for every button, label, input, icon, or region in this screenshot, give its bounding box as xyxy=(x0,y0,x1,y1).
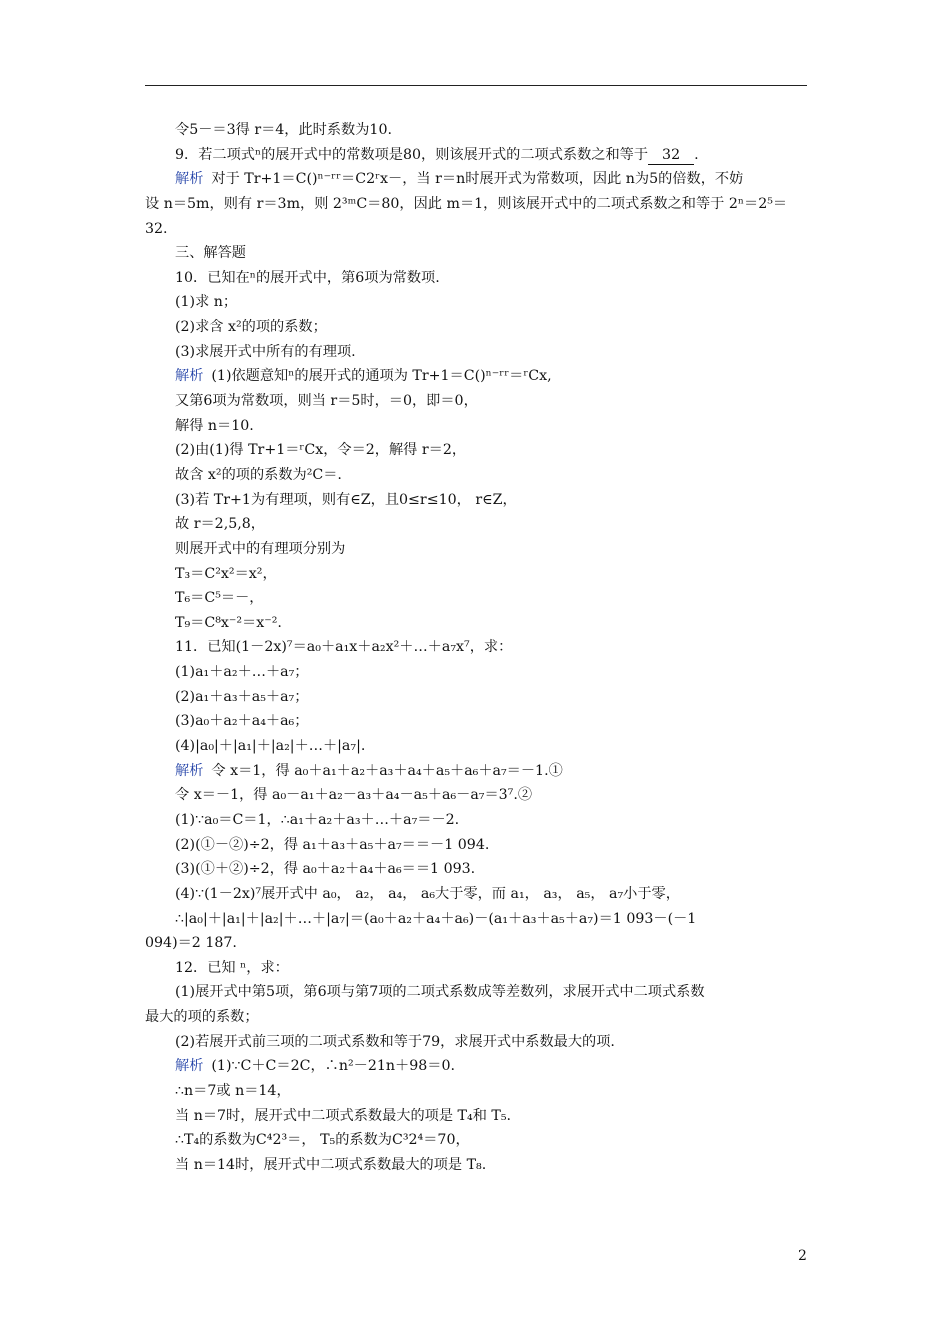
text-line xyxy=(145,907,807,932)
text-line xyxy=(145,931,807,956)
page-number: 2 xyxy=(798,1248,807,1264)
line-text: 10．已知在ⁿ的展开式中，第6项为常数项. xyxy=(175,269,440,286)
text-line xyxy=(145,956,807,981)
line-text: 令 x＝－1，得 a₀－a₁＋a₂－a₃＋a₄－a₅＋a₆－a₇＝3⁷.② xyxy=(175,787,533,804)
text-line xyxy=(145,1079,807,1104)
text-line xyxy=(145,882,807,907)
line-text: (2)若展开式前三项的二项式系数和等于79，求展开式中系数最大的项. xyxy=(175,1033,615,1050)
text-line xyxy=(145,1054,807,1079)
line-text: (3)a₀＋a₂＋a₄＋a₆； xyxy=(175,713,309,730)
line-text: (3)(①＋②)÷2，得 a₀＋a₂＋a₄＋a₆＝＝1 093. xyxy=(175,861,476,878)
line-text: (4)|a₀|＋|a₁|＋|a₂|＋…＋|a₇|. xyxy=(175,738,366,755)
text-line xyxy=(145,660,807,685)
line-text: 设 n＝5m，则有 r＝3m，则 2³ᵐC＝80，因此 m＝1，则该展开式中的二项式系数之和等于 2ⁿ＝2⁵＝ xyxy=(145,195,788,212)
line-text: 解得 n＝10. xyxy=(175,417,254,434)
text-line xyxy=(145,512,807,537)
line-text: (2)a₁＋a₃＋a₅＋a₇； xyxy=(175,688,309,705)
line-text: ∴|a₀|＋|a₁|＋|a₂|＋…＋|a₇|＝(a₀＋a₂＋a₄＋a₆)－(a₁＋a₃＋a₅＋a₇)＝1 093－(－1 xyxy=(175,910,697,927)
line-text: 094)＝2 187. xyxy=(145,935,237,952)
text-line xyxy=(145,340,807,365)
text-line xyxy=(145,290,807,315)
text-line xyxy=(145,315,807,340)
line-text: (2)由(1)得 Tr+1＝ʳCx，令＝2，解得 r＝2， xyxy=(175,442,467,459)
line-text: (2)(①－②)÷2，得 a₁＋a₃＋a₅＋a₇＝＝－1 094. xyxy=(175,836,490,853)
line-text: (1)展开式中第5项，第6项与第7项的二项式系数成等差数列，求展开式中二项式系数 xyxy=(175,984,705,1001)
solution-label: 解析 xyxy=(175,171,204,188)
text-line xyxy=(145,241,807,266)
text-line xyxy=(145,857,807,882)
line-text: T₆＝C⁵＝－， xyxy=(175,590,264,607)
line-text: 11．已知(1－2x)⁷＝a₀＋a₁x＋a₂x²＋…＋a₇x⁷，求： xyxy=(175,639,513,656)
text-line xyxy=(145,389,807,414)
text-line xyxy=(145,167,807,192)
solution-label: 解析 xyxy=(175,762,204,779)
line-text: 三、解答题 xyxy=(175,245,246,262)
text-line xyxy=(145,586,807,611)
text-line xyxy=(145,488,807,513)
line-text: ∴n＝7或 n＝14， xyxy=(175,1082,291,1099)
line-text: T₃＝C²x²＝x²， xyxy=(175,565,277,582)
line-text: 9．若二项式ⁿ的展开式中的常数项是80，则该展开式的二项式系数之和等于 xyxy=(175,146,649,163)
solution-label: 解析 xyxy=(175,1058,204,1075)
text-line xyxy=(145,562,807,587)
text-line xyxy=(145,1153,807,1178)
line-text: 令5－＝3得 r＝4，此时系数为10. xyxy=(175,122,392,138)
text-line xyxy=(145,438,807,463)
text-line xyxy=(145,1005,807,1030)
text-line xyxy=(145,783,807,808)
line-text: 对于 Tr+1＝C()ⁿ⁻ʳʳ＝C2ʳx－，当 r＝n时展开式为常数项，因此 n为5的倍数，不妨 xyxy=(211,171,744,188)
text-line xyxy=(145,709,807,734)
line-text: 故 r＝2,5,8， xyxy=(175,516,265,533)
text-line xyxy=(145,364,807,389)
text-line xyxy=(145,611,807,636)
text-line xyxy=(145,537,807,562)
text-line xyxy=(145,685,807,710)
line-text: 令 x＝1，得 a₀＋a₁＋a₂＋a₃＋a₄＋a₅＋a₆＋a₇＝－1.① xyxy=(211,762,563,779)
text-line xyxy=(145,1030,807,1055)
line-text: 当 n＝14时，展开式中二项式系数最大的项是 T₈. xyxy=(175,1156,487,1173)
text-line xyxy=(145,143,807,168)
text-line xyxy=(145,118,807,143)
line-text: (1)∵C＋C＝2C，∴n²－21n＋98＝0. xyxy=(211,1058,456,1075)
header-rule xyxy=(145,85,807,86)
text-line xyxy=(145,833,807,858)
line-text: ∴T₄的系数为C⁴2³＝， T₅的系数为C³2⁴＝70， xyxy=(175,1132,470,1149)
line-text: (1)∵a₀＝C＝1，∴a₁＋a₂＋a₃＋…＋a₇＝－2. xyxy=(175,811,460,828)
text-line xyxy=(145,734,807,759)
text-line xyxy=(145,192,807,217)
line-text: 最大的项的系数； xyxy=(145,1009,259,1026)
line-text: (3)求展开式中所有的有理项. xyxy=(175,343,356,360)
solution-label: 解析 xyxy=(175,368,204,385)
line-text: (2)求含 x²的项的系数； xyxy=(175,319,327,336)
text-line xyxy=(145,217,807,242)
line-text: T₉＝C⁸x⁻²＝x⁻². xyxy=(175,614,282,631)
text-line xyxy=(145,759,807,784)
line-text: (1)a₁＋a₂＋…＋a₇； xyxy=(175,664,309,681)
line-text: 12．已知 ⁿ，求： xyxy=(175,959,289,976)
text-line xyxy=(145,266,807,291)
text-line xyxy=(145,1128,807,1153)
text-line xyxy=(145,1104,807,1129)
answer-blank: 32 xyxy=(648,146,694,165)
line-text: 故含 x²的项的系数为²C＝. xyxy=(175,466,342,483)
line-text: (1)求 n； xyxy=(175,294,238,311)
line-text: 当 n＝7时，展开式中二项式系数最大的项是 T₄和 T₅. xyxy=(175,1107,512,1124)
line-text: 又第6项为常数项，则当 r＝5时，＝0，即＝0， xyxy=(175,393,478,410)
line-text: 则展开式中的有理项分别为 xyxy=(175,540,346,557)
line-text: (1)依题意知ⁿ的展开式的通项为 Tr+1＝C()ⁿ⁻ʳʳ＝ʳCx, xyxy=(211,368,552,385)
text-line xyxy=(145,635,807,660)
text-line xyxy=(145,808,807,833)
line-text: (4)∵(1－2x)⁷展开式中 a₀， a₂， a₄， a₆大于零，而 a₁， a₃， a₅， a₇小于零， xyxy=(175,885,680,902)
line-text: (3)若 Tr+1为有理项，则有∈Z，且0≤r≤10， r∈Z， xyxy=(175,491,517,508)
line-text-after: . xyxy=(694,146,699,163)
text-line xyxy=(145,980,807,1005)
text-line xyxy=(145,414,807,439)
text-line xyxy=(145,463,807,488)
document-body xyxy=(145,118,807,1178)
line-text: 32. xyxy=(145,220,168,237)
